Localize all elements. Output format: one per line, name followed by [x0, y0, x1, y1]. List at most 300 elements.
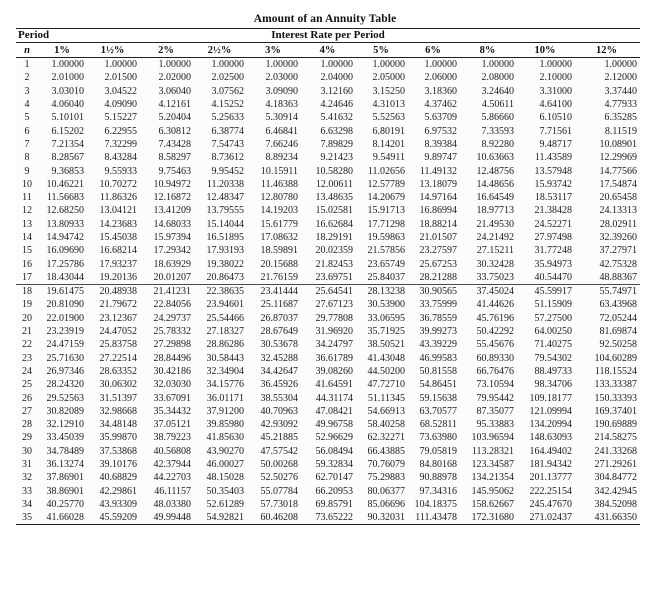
value-cell: 5.20404: [158, 112, 191, 124]
value-cell: 30.53678: [260, 339, 298, 351]
value-cell: 24.47159: [46, 339, 84, 351]
value-cell: 23.65749: [367, 258, 405, 270]
value-cell: 35.94973: [534, 258, 572, 270]
table-row: [16, 511, 640, 524]
value-cell: 10.94972: [153, 178, 191, 190]
period-cell: 7: [24, 138, 30, 150]
value-cell: 113.28321: [471, 445, 514, 457]
value-cell: 39.99273: [419, 326, 457, 338]
table-row: [16, 71, 640, 84]
value-cell: 1.00000: [104, 59, 137, 71]
value-cell: 4.64100: [539, 99, 572, 111]
value-cell: 6.46841: [265, 125, 298, 137]
table-row: [16, 231, 640, 244]
value-cell: 24.52271: [534, 218, 572, 230]
value-cell: 11.46388: [260, 178, 298, 190]
value-cell: 123.34587: [471, 459, 514, 471]
value-cell: 37.91200: [206, 405, 244, 417]
period-cell: 33: [22, 485, 32, 497]
value-cell: 15.91713: [367, 205, 405, 217]
value-cell: 34.48148: [99, 419, 137, 431]
value-cell: 4.31013: [372, 99, 405, 111]
period-cell: 4: [24, 99, 30, 111]
table-row: [16, 445, 640, 458]
value-cell: 68.52811: [419, 419, 457, 431]
table-row: [16, 471, 640, 484]
value-cell: 21.57856: [367, 245, 405, 257]
value-cell: 47.57542: [260, 445, 298, 457]
value-cell: 98.34706: [534, 379, 572, 391]
column-header-rate: 10%: [534, 44, 556, 56]
value-cell: 201.13777: [529, 472, 572, 484]
value-cell: 118.15524: [594, 365, 637, 377]
value-cell: 47.08421: [315, 405, 353, 417]
table-row: [16, 485, 640, 498]
value-cell: 12.68250: [46, 205, 84, 217]
value-cell: 1.00000: [51, 59, 84, 71]
value-cell: 1.00000: [424, 59, 457, 71]
value-cell: 23.94601: [206, 299, 244, 311]
value-cell: 21.82453: [315, 258, 353, 270]
value-cell: 18.63929: [153, 258, 191, 270]
value-cell: 32.03030: [153, 379, 191, 391]
table-row: [16, 378, 640, 391]
value-cell: 9.21423: [320, 152, 353, 164]
column-header-rate: 2½%: [207, 44, 232, 56]
value-cell: 431.66350: [594, 512, 637, 524]
value-cell: 59.32834: [315, 459, 353, 471]
value-cell: 16.62684: [315, 218, 353, 230]
value-cell: 24.13313: [599, 205, 637, 217]
value-cell: 39.85980: [206, 419, 244, 431]
period-cell: 6: [24, 125, 30, 137]
value-cell: 6.22955: [104, 125, 137, 137]
table-row: [16, 257, 640, 270]
value-cell: 17.25786: [46, 258, 84, 270]
value-cell: 48.88367: [599, 271, 637, 283]
table-row: [16, 431, 640, 444]
value-cell: 35.34432: [153, 405, 191, 417]
value-cell: 6.10510: [539, 112, 572, 124]
value-cell: 28.21288: [419, 271, 457, 283]
value-cell: 75.29883: [367, 472, 405, 484]
value-cell: 150.33393: [594, 392, 637, 404]
value-cell: 4.77933: [604, 99, 637, 111]
annuity-table: [16, 28, 640, 525]
value-cell: 13.41209: [153, 205, 191, 217]
value-cell: 2.05000: [372, 72, 405, 84]
value-cell: 9.89747: [424, 152, 457, 164]
table-row: [16, 244, 640, 257]
value-cell: 36.78559: [419, 312, 457, 324]
value-cell: 51.15909: [534, 299, 572, 311]
value-cell: 33.06595: [367, 312, 405, 324]
period-cell: 22: [22, 339, 32, 351]
value-cell: 25.71630: [46, 352, 84, 364]
table-row: [16, 164, 640, 177]
value-cell: 23.69751: [315, 271, 353, 283]
value-cell: 20.01207: [153, 271, 191, 283]
value-cell: 104.18375: [414, 498, 457, 510]
column-header-rate: 2%: [158, 44, 174, 56]
period-cell: 21: [22, 326, 32, 338]
value-cell: 11.49132: [419, 165, 457, 177]
value-cell: 40.54470: [534, 271, 572, 283]
value-cell: 5.10101: [51, 112, 84, 124]
value-cell: 69.85791: [315, 498, 353, 510]
value-cell: 11.56683: [46, 192, 84, 204]
value-cell: 37.86901: [46, 472, 84, 484]
table-title: Amount of an Annuity Table: [253, 13, 397, 25]
value-cell: 80.06377: [367, 485, 405, 497]
value-cell: 37.53868: [99, 445, 137, 457]
value-cell: 22.01900: [46, 312, 84, 324]
value-cell: 81.69874: [599, 326, 637, 338]
value-cell: 44.31174: [315, 392, 353, 404]
value-cell: 9.55933: [104, 165, 137, 177]
table-row: [16, 58, 640, 71]
period-cell: 11: [22, 192, 32, 204]
value-cell: 64.00250: [534, 326, 572, 338]
value-cell: 32.98668: [99, 405, 137, 417]
value-cell: 44.50200: [367, 365, 405, 377]
value-cell: 4.09090: [104, 99, 137, 111]
value-cell: 164.49402: [529, 445, 572, 457]
value-cell: 28.02911: [599, 218, 637, 230]
value-cell: 55.45676: [476, 339, 514, 351]
value-cell: 41.66028: [46, 512, 84, 524]
value-cell: 1.00000: [604, 59, 637, 71]
value-cell: 3.09090: [265, 85, 298, 97]
value-cell: 60.89330: [476, 352, 514, 364]
table-row: [16, 284, 640, 298]
value-cell: 16.68214: [99, 245, 137, 257]
value-cell: 27.29898: [153, 339, 191, 351]
column-header-rate: 5%: [373, 44, 389, 56]
value-cell: 10.63663: [476, 152, 514, 164]
value-cell: 11.02656: [367, 165, 405, 177]
value-cell: 6.80191: [372, 125, 405, 137]
interest-rate-header: Interest Rate per Period: [271, 29, 385, 41]
value-cell: 62.70147: [315, 472, 353, 484]
value-cell: 172.31680: [471, 512, 514, 524]
table-row: [16, 98, 640, 111]
value-cell: 3.04522: [104, 85, 137, 97]
value-cell: 14.94742: [46, 232, 84, 243]
value-cell: 36.13274: [46, 459, 84, 471]
value-cell: 70.76079: [367, 459, 405, 471]
value-cell: 2.12000: [604, 72, 637, 84]
table-row: [16, 338, 640, 351]
period-cell: 16: [22, 258, 32, 270]
table-row: [16, 312, 640, 325]
value-cell: 13.57948: [534, 165, 572, 177]
value-cell: 14.97164: [419, 192, 457, 204]
value-cell: 19.59863: [367, 232, 405, 243]
value-cell: 39.08260: [315, 365, 353, 377]
value-cell: 19.38022: [206, 258, 244, 270]
value-cell: 7.89829: [320, 138, 353, 150]
value-cell: 21.38428: [534, 205, 572, 217]
column-header-rate: 8%: [479, 44, 496, 56]
table-row: [16, 458, 640, 471]
value-cell: 31.51397: [99, 392, 137, 404]
value-cell: 58.40258: [367, 419, 405, 431]
value-cell: 49.96758: [315, 419, 353, 431]
value-cell: 16.64549: [476, 192, 514, 204]
value-cell: 27.18327: [206, 326, 244, 338]
value-cell: 15.45038: [99, 232, 137, 243]
value-cell: 9.95452: [211, 165, 244, 177]
period-cell: 34: [22, 498, 32, 510]
value-cell: 1.00000: [265, 59, 298, 71]
value-cell: 42.75328: [599, 258, 637, 270]
value-cell: 3.12160: [320, 85, 353, 97]
value-cell: 19.20136: [99, 271, 137, 283]
value-cell: 35.99870: [99, 432, 137, 444]
value-cell: 145.95062: [471, 485, 514, 497]
value-cell: 11.86326: [99, 192, 137, 204]
value-cell: 85.06696: [367, 498, 405, 510]
value-cell: 55.74971: [599, 286, 637, 298]
value-cell: 4.24646: [320, 99, 353, 111]
value-cell: 6.30812: [158, 125, 191, 137]
value-cell: 40.56808: [153, 445, 191, 457]
value-cell: 29.77808: [315, 312, 353, 324]
value-cell: 12.00611: [315, 178, 353, 190]
value-cell: 51.11345: [367, 392, 405, 404]
value-cell: 15.02581: [315, 205, 353, 217]
value-cell: 2.03000: [265, 72, 298, 84]
table-row: [16, 418, 640, 431]
value-cell: 24.29737: [153, 312, 191, 324]
table-row: [16, 85, 640, 98]
value-cell: 23.41444: [260, 286, 298, 298]
value-cell: 72.05244: [599, 312, 637, 324]
value-cell: 63.70577: [419, 405, 457, 417]
value-cell: 66.76476: [476, 365, 514, 377]
value-cell: 4.37462: [424, 99, 457, 111]
value-cell: 133.33387: [594, 379, 637, 391]
value-cell: 48.15028: [206, 472, 244, 484]
value-cell: 32.45288: [260, 352, 298, 364]
value-cell: 6.35285: [604, 112, 637, 124]
value-cell: 7.33593: [481, 125, 514, 137]
value-cell: 36.45926: [260, 379, 298, 391]
value-cell: 42.29861: [99, 485, 137, 497]
value-cell: 23.12367: [99, 312, 137, 324]
value-cell: 3.18360: [424, 85, 457, 97]
period-cell: 9: [24, 165, 30, 177]
table-row: [16, 111, 640, 124]
value-cell: 60.46208: [260, 512, 298, 524]
period-cell: 27: [22, 405, 32, 417]
table-row: [16, 151, 640, 164]
value-cell: 20.65458: [599, 192, 637, 204]
value-cell: 46.11157: [154, 485, 191, 497]
value-cell: 92.50258: [599, 339, 637, 351]
value-cell: 8.92280: [481, 138, 514, 150]
value-cell: 222.25154: [529, 485, 572, 497]
value-cell: 271.02437: [529, 512, 572, 524]
value-cell: 45.21885: [260, 432, 298, 444]
value-cell: 73.10594: [476, 379, 514, 391]
value-cell: 28.67649: [260, 326, 298, 338]
value-cell: 14.19203: [260, 205, 298, 217]
value-cell: 45.59917: [534, 286, 572, 298]
value-cell: 158.62667: [471, 498, 514, 510]
table-row: [16, 365, 640, 378]
value-cell: 13.04121: [99, 205, 137, 217]
period-cell: 19: [22, 299, 32, 311]
value-cell: 30.32428: [476, 258, 514, 270]
value-cell: 8.11519: [604, 125, 637, 137]
value-cell: 14.77566: [599, 165, 637, 177]
value-cell: 18.43044: [46, 271, 84, 283]
period-header: Period: [18, 29, 50, 41]
value-cell: 31.77248: [534, 245, 572, 257]
value-cell: 3.37440: [604, 85, 637, 97]
value-cell: 1.00000: [320, 59, 353, 71]
period-cell: 25: [22, 379, 32, 391]
table-row: [16, 204, 640, 217]
value-cell: 97.34316: [419, 485, 457, 497]
value-cell: 5.41632: [320, 112, 353, 124]
period-cell: 18: [22, 286, 32, 298]
value-cell: 41.44626: [476, 299, 514, 311]
value-cell: 34.42647: [260, 365, 298, 377]
value-cell: 40.70963: [260, 405, 298, 417]
period-cell: 8: [24, 152, 30, 164]
value-cell: 17.93193: [206, 245, 244, 257]
value-cell: 134.20994: [529, 419, 572, 431]
value-cell: 35.71925: [367, 326, 405, 338]
column-header-rate: 3%: [265, 44, 281, 56]
value-cell: 7.43428: [158, 138, 191, 150]
value-cell: 34.15776: [206, 379, 244, 391]
value-cell: 169.37401: [594, 405, 637, 417]
value-cell: 26.97346: [46, 365, 84, 377]
table-row: [16, 325, 640, 338]
value-cell: 27.97498: [534, 232, 572, 243]
period-cell: 30: [22, 445, 32, 457]
value-cell: 10.15911: [260, 165, 298, 177]
value-cell: 9.75463: [158, 165, 191, 177]
value-cell: 20.48938: [99, 286, 137, 298]
value-cell: 42.37944: [153, 459, 191, 471]
column-header-n: n: [24, 44, 30, 56]
value-cell: 36.01171: [206, 392, 244, 404]
value-cell: 6.38774: [211, 125, 244, 137]
value-cell: 30.06302: [99, 379, 137, 391]
value-cell: 18.88214: [419, 218, 457, 230]
value-cell: 384.52098: [594, 498, 637, 510]
value-cell: 8.28567: [51, 152, 84, 164]
value-cell: 15.14044: [206, 218, 244, 230]
value-cell: 3.07562: [211, 85, 244, 97]
value-cell: 30.53900: [367, 299, 405, 311]
value-cell: 17.93237: [99, 258, 137, 270]
value-cell: 2.06000: [424, 72, 457, 84]
value-cell: 21.01507: [419, 232, 457, 243]
value-cell: 21.49530: [476, 218, 514, 230]
value-cell: 3.15250: [372, 85, 405, 97]
value-cell: 18.59891: [260, 245, 298, 257]
value-cell: 8.89234: [265, 152, 298, 164]
value-cell: 38.79223: [153, 432, 191, 444]
value-cell: 3.31000: [539, 85, 572, 97]
value-cell: 32.39260: [599, 232, 637, 243]
column-header-rate: 4%: [319, 44, 336, 56]
table-row: [16, 218, 640, 231]
column-header-rate: 6%: [425, 44, 441, 56]
value-cell: 10.58280: [315, 165, 353, 177]
value-cell: 1.00000: [158, 59, 191, 71]
value-cell: 25.78332: [153, 326, 191, 338]
value-cell: 50.81558: [419, 365, 457, 377]
value-cell: 4.18363: [265, 99, 298, 111]
value-cell: 190.69889: [594, 419, 637, 431]
period-cell: 10: [22, 178, 32, 190]
value-cell: 5.15227: [104, 112, 137, 124]
period-cell: 31: [22, 459, 32, 471]
column-header-rate: 12%: [596, 44, 617, 56]
value-cell: 18.53117: [534, 192, 572, 204]
value-cell: 45.76196: [476, 312, 514, 324]
value-cell: 38.86901: [46, 485, 84, 497]
value-cell: 12.29969: [599, 152, 637, 164]
value-cell: 14.48656: [476, 178, 514, 190]
value-cell: 30.42186: [153, 365, 191, 377]
table-row: [16, 405, 640, 418]
value-cell: 34.24797: [315, 339, 353, 351]
value-cell: 12.16872: [153, 192, 191, 204]
value-cell: 54.86451: [419, 379, 457, 391]
value-cell: 28.84496: [153, 352, 191, 364]
value-cell: 73.65222: [315, 512, 353, 524]
value-cell: 42.93092: [260, 419, 298, 431]
value-cell: 37.05121: [153, 419, 191, 431]
value-cell: 17.08632: [260, 232, 298, 243]
value-cell: 27.15211: [476, 245, 514, 257]
value-cell: 148.63093: [529, 432, 572, 444]
value-cell: 30.58443: [206, 352, 244, 364]
value-cell: 24.47052: [99, 326, 137, 338]
value-cell: 16.86994: [419, 205, 457, 217]
value-cell: 1.00000: [211, 59, 244, 71]
value-cell: 16.09690: [46, 245, 84, 257]
table-header-group: [16, 29, 640, 43]
value-cell: 1.00000: [372, 59, 405, 71]
period-cell: 17: [22, 271, 32, 283]
value-cell: 3.06040: [158, 85, 191, 97]
period-cell: 15: [22, 245, 32, 257]
value-cell: 37.27971: [599, 245, 637, 257]
value-cell: 41.85630: [206, 432, 244, 444]
value-cell: 14.20679: [367, 192, 405, 204]
value-cell: 23.23919: [46, 326, 84, 338]
value-cell: 22.38635: [206, 286, 244, 298]
value-cell: 39.10176: [99, 459, 137, 471]
value-cell: 21.41231: [153, 286, 191, 298]
value-cell: 22.84056: [153, 299, 191, 311]
value-cell: 10.46221: [46, 178, 84, 190]
value-cell: 33.67091: [153, 392, 191, 404]
value-cell: 33.45039: [46, 432, 84, 444]
value-cell: 8.58297: [158, 152, 191, 164]
value-cell: 21.76159: [260, 271, 298, 283]
value-cell: 43.90270: [206, 445, 244, 457]
